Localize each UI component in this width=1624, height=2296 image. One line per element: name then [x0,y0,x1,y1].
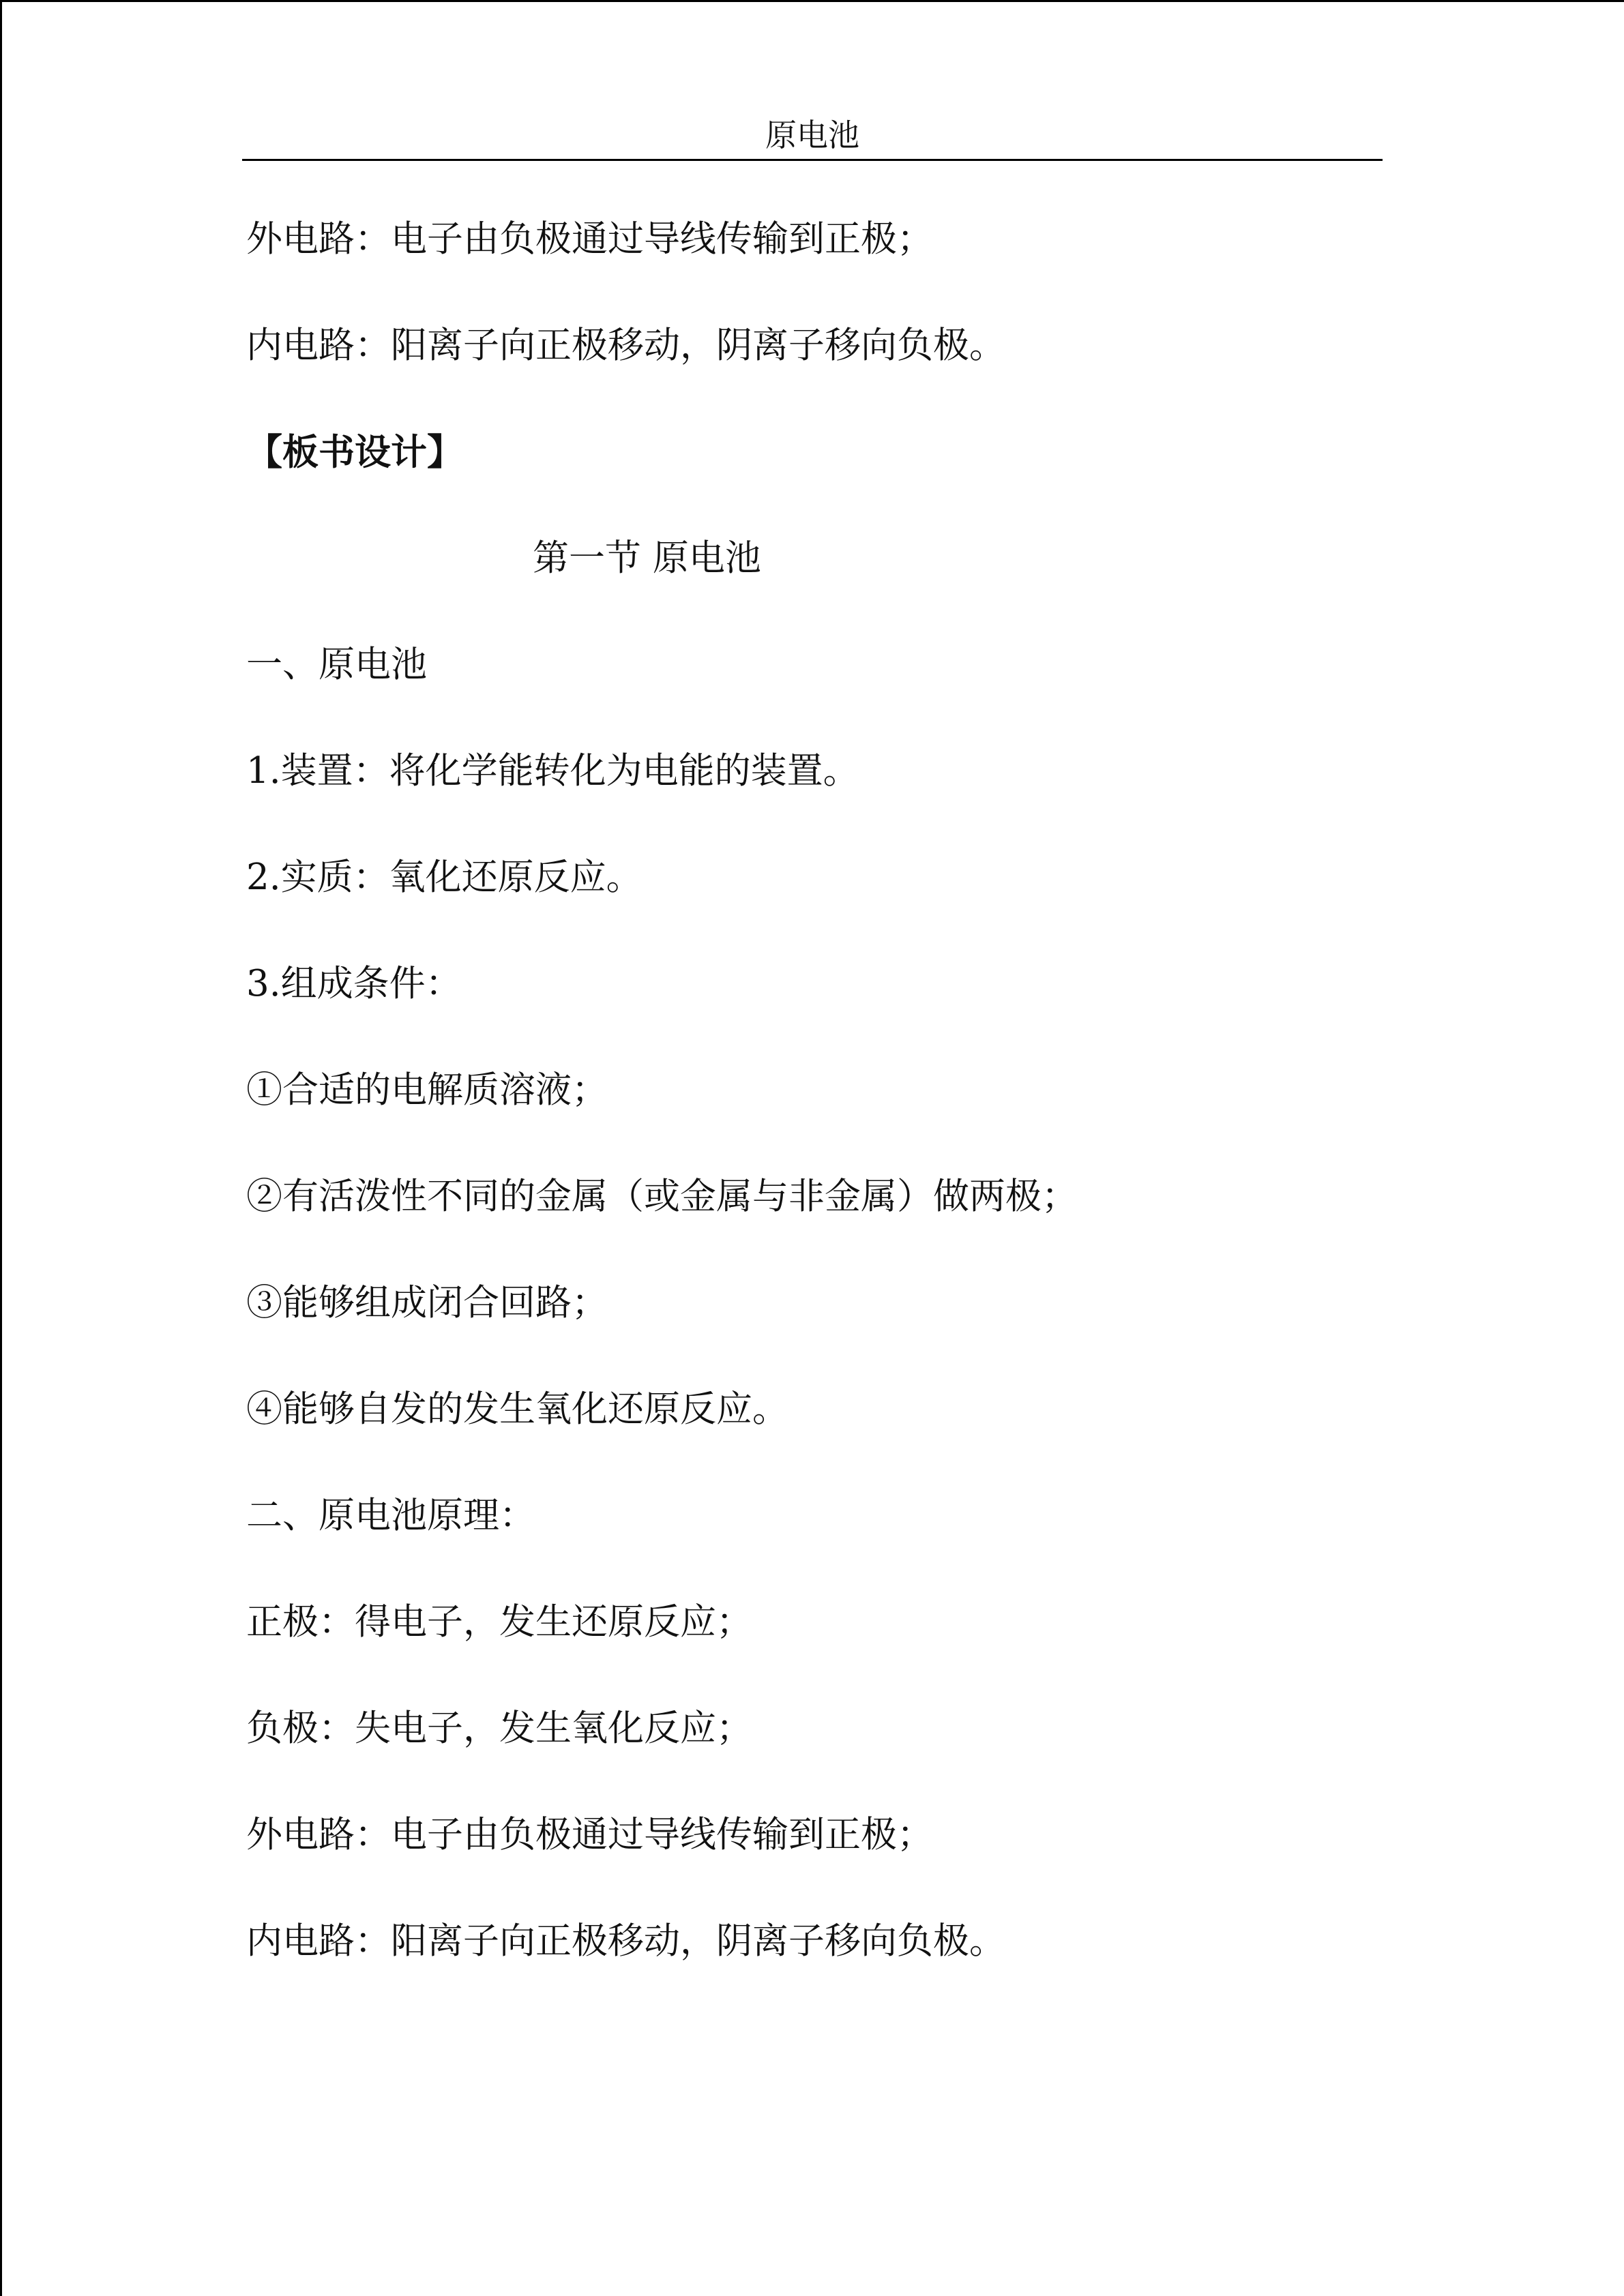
text-line-negative-electrode: 负极：失电子，发生氧化反应； [246,1708,752,1749]
condition-item-2: ②有活泼性不同的金属（或金属与非金属）做两极； [246,1176,1078,1217]
list-item-conditions: 3.组成条件： [246,963,462,1004]
lesson-title: 第一节 原电池 [533,537,761,579]
text-line-internal-circuit: 内电路：阳离子向正极移动，阴离子移向负极。 [246,325,1005,366]
header-divider [242,159,1383,161]
list-item-device: 1.装置：将化学能转化为电能的装置。 [246,750,859,792]
text-line-internal-circuit-2: 内电路：阳离子向正极移动，阴离子移向负极。 [246,1920,1005,1962]
page-header-title: 原电池 [765,117,859,153]
condition-item-1: ①合适的电解质溶液； [246,1069,608,1111]
section-heading-principle: 二、原电池原理： [246,1495,535,1536]
section-heading-board-design: 【板书设计】 [246,431,463,473]
list-item-essence: 2.实质：氧化还原反应。 [246,856,643,898]
condition-item-4: ④能够自发的发生氧化还原反应。 [246,1388,788,1430]
section-heading-galvanic-cell: 一、原电池 [246,644,427,685]
text-line-positive-electrode: 正极：得电子，发生还原反应； [246,1601,752,1643]
text-line-external-circuit: 外电路：电子由负极通过导线传输到正极； [246,218,933,260]
text-line-external-circuit-2: 外电路：电子由负极通过导线传输到正极； [246,1814,933,1855]
condition-item-3: ③能够组成闭合回路； [246,1282,608,1324]
